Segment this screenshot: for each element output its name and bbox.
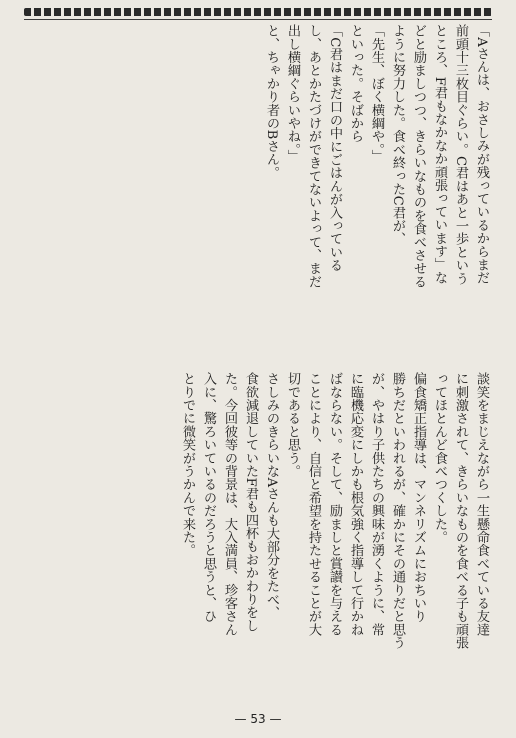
text-line: といった。そばから: [348, 24, 363, 143]
text-line: さしみのきらいなAさんも大部分をたべ、: [264, 372, 279, 620]
text-line: 入に、驚ろいているのだろうと思うと、ひ: [201, 372, 216, 623]
text-line: 前頭十三枚目ぐらい。C君はあと一歩という: [453, 24, 468, 285]
text-line: 偏食矯正指導は、マンネリズムにおちいり: [411, 372, 426, 623]
upper-text-block: [24, 24, 492, 354]
text-line: 「Aさんは、おさしみが残っているからまだ: [474, 24, 489, 285]
text-line: ってほとんど食べつくした。: [432, 372, 447, 544]
text-line: に刺激されて、きらいなものを食べる子も頑張: [453, 372, 468, 650]
text-line: どと励ましつつ、きらいなものを食べさせる: [411, 24, 426, 288]
text-line: とりでに微笑がうかんで来た。: [180, 372, 195, 557]
lower-column-right: [177, 372, 492, 700]
text-line: し、あとかたづけができてないよって、まだ: [306, 24, 321, 288]
text-line: に臨機応変にしかも根気強く指導して行かね: [348, 372, 363, 636]
text-line: 「先生、ぼく横綱や。」: [369, 24, 384, 163]
top-border-line: [24, 19, 492, 20]
text-line: ことにより、自信と希望を持たせることが大: [306, 372, 321, 636]
decorative-top-border: [24, 8, 492, 16]
lower-text-block: [24, 372, 492, 700]
page-number: — 53 —: [234, 712, 282, 726]
upper-column-right: [261, 24, 492, 354]
text-line: ように努力した。食べ終ったC君が、: [390, 24, 405, 246]
text-line: が、やはり子供たちの興味が湧くように、常: [369, 372, 384, 636]
text-line: 「C君はまだ口の中にごはんが入っている: [327, 24, 342, 272]
text-line: ところ、F君もなかなか頑張っています」な: [432, 24, 447, 284]
text-line: ばならない。そして、励ましと賞讃を与える: [327, 372, 342, 636]
text-line: た。今回彼等の背景は、大入満員、珍客さん: [222, 372, 237, 636]
text-line: 勝ちだといわれるが、確かにその通りだと思う: [390, 372, 405, 650]
text-line: 談笑をまじえながら一生懸命食べている友達: [474, 372, 489, 636]
text-line: 食欲減退していたF君も四杯もおかわりをし: [243, 372, 258, 632]
text-line: 出し横綱ぐらいやね。」: [285, 24, 300, 163]
text-line: 切であると思う。: [285, 372, 300, 478]
text-line: と、ちゃかり者のBさん。: [264, 24, 279, 179]
